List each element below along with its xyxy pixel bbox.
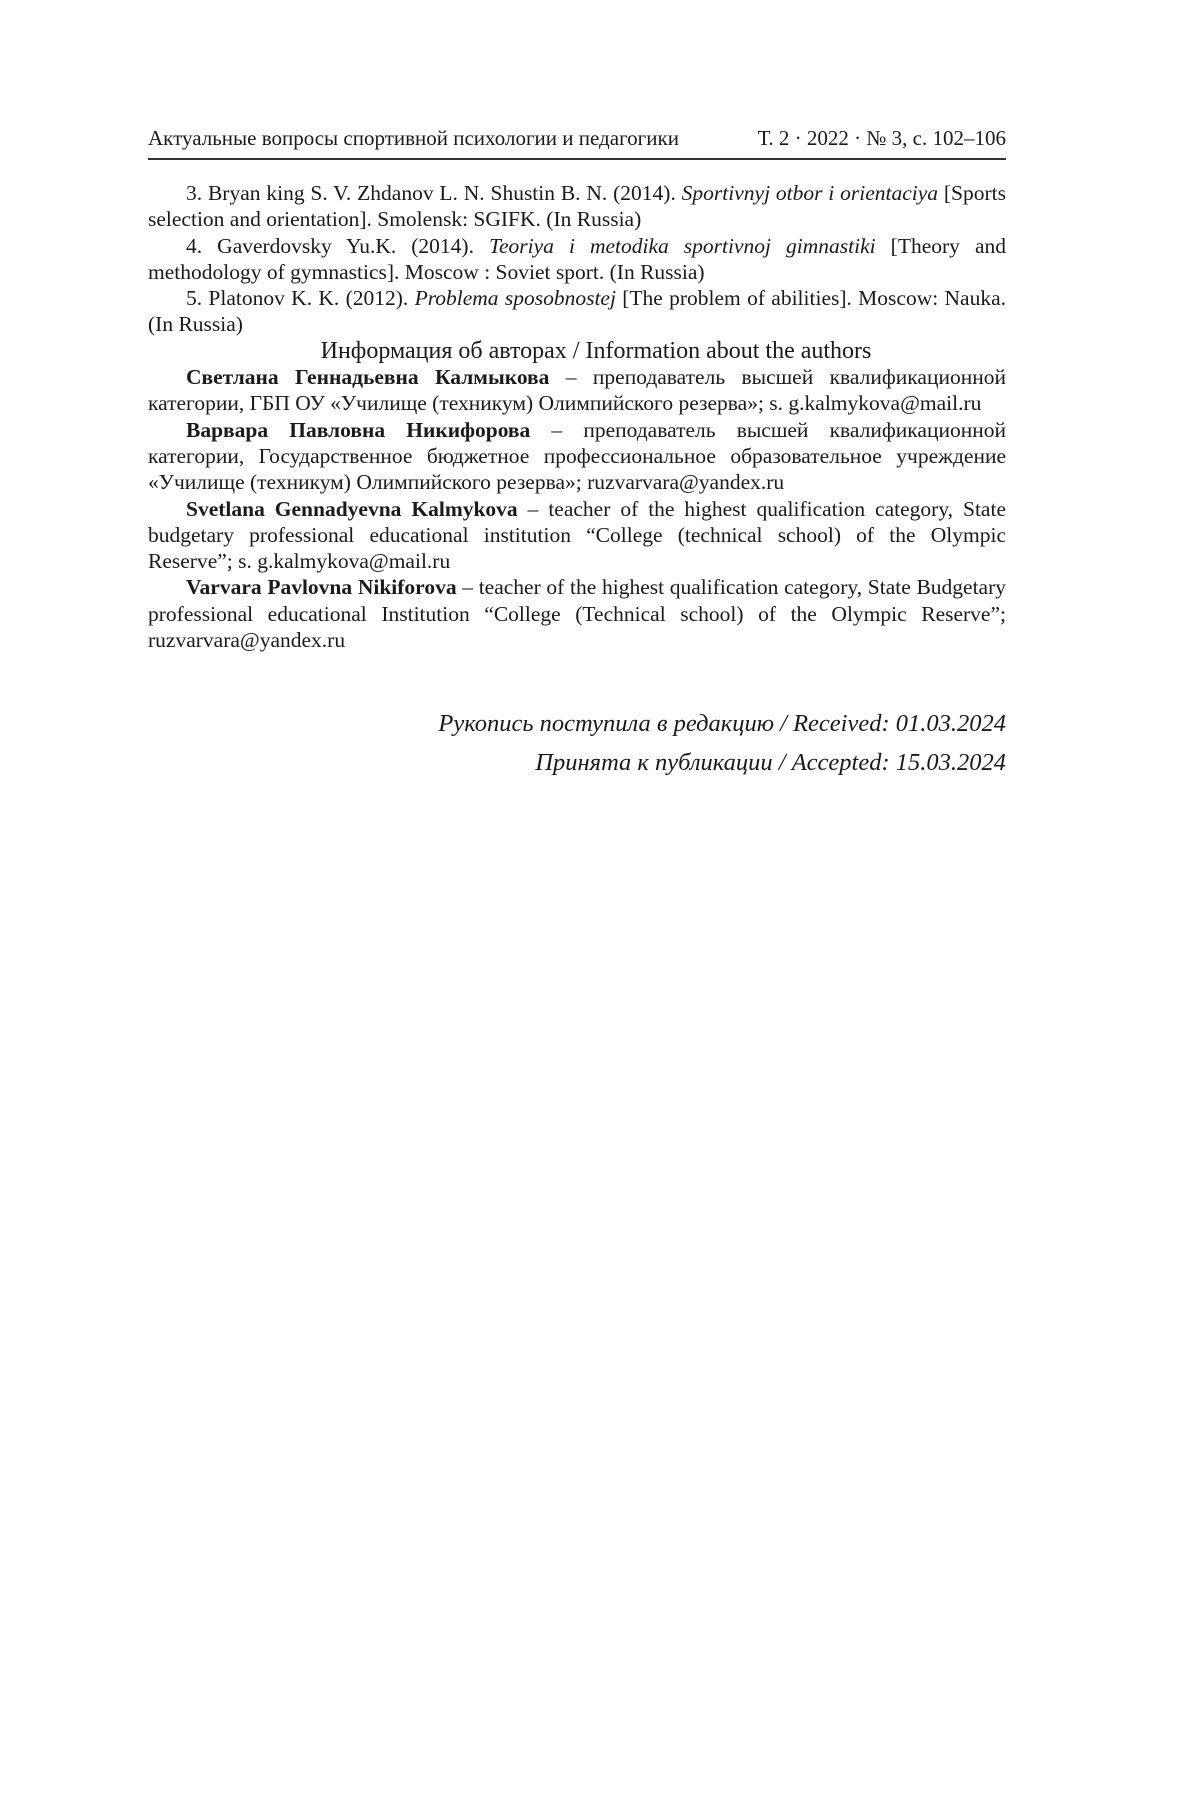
reference-list [148, 180, 1006, 338]
reference-title: Problema sposobnostej [414, 286, 616, 311]
running-header [148, 126, 1006, 160]
author-entry [148, 417, 1006, 496]
author-entry [148, 496, 1006, 575]
author-description: – преподаватель высшей квалификационной категории, ГБП ОУ «Училище (техникум) Олимпийского резерва»; s. g.kalmykova@mail.ru [148, 365, 1006, 416]
authors-section-title: Информация об авторах / Information about the authors [320, 337, 872, 364]
author-entry [148, 364, 1006, 417]
reference-item: 4. Gaverdovsky Yu.K. (2014). Teoriya i metodika sportivnoj gimnastiki [Theory and methodology of gymnastics]. Moscow : Soviet sport. (In Russia) [148, 233, 1006, 284]
author-description: – teacher of the highest qualification category, State budgetary professional educational institution “College (technical school) of the Olympic Reserve”; s. g.kalmykova@mail.ru [148, 496, 1006, 574]
reference-item: 5. Platonov K. K. (2012). Problema sposobnostej [The problem of abilities]. Moscow: Nauka. (In Russia) [148, 286, 1006, 337]
reference-title: Teoriya i metodika sportivnoj gimnastiki [489, 233, 876, 258]
submission-dates [148, 704, 1006, 782]
author-name: Варвара Павловна Никифорова [186, 417, 531, 442]
author-description: – преподаватель высшей квалификационной категории, Государственное бюджетное профессиональное образовательное учреждение «Училище (техникум) Олимпийского резерва»; ruzvarvara@yandex.ru [148, 417, 1006, 495]
author-name: Svetlana Gennadyevna Kalmykova [186, 496, 518, 521]
author-name: Светлана Геннадьевна Калмыкова [186, 365, 550, 390]
issue-info: Т. 2 · 2022 · № 3, с. 102–106 [757, 126, 1006, 150]
authors-list [148, 364, 1006, 653]
page-content [148, 180, 1006, 782]
received-date: Рукопись поступила в редакцию / Received: 01.03.2024 [438, 710, 1006, 738]
reference-item: 3. Bryan king S. V. Zhdanov L. N. Shustin B. N. (2014). Sportivnyj otbor i orientaciya [Sports selection and orientation]. Smolensk: SGIFK. (In Russia) [148, 181, 1006, 232]
reference-title: Sportivnyj otbor i orientaciya [681, 181, 939, 205]
accepted-date: Принята к публикации / Accepted: 15.03.2024 [535, 749, 1006, 777]
journal-title: Актуальные вопросы спортивной психологии и педагогики [148, 126, 679, 150]
author-description: – teacher of the highest qualification category, State Budgetary professional educational Institution “College (Technical school) of the Olympic Reserve”; ruzvarvara@yandex.ru [148, 575, 1007, 653]
author-entry [148, 574, 1006, 653]
author-name: Varvara Pavlovna Nikiforova [186, 575, 457, 600]
